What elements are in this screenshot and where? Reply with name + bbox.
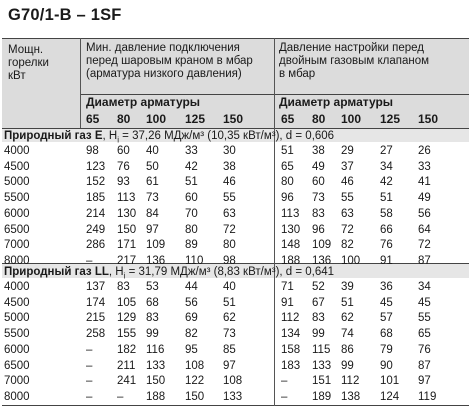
table-cell: 34	[418, 281, 431, 293]
table-cell: 71	[281, 281, 294, 293]
table-cell: 34	[380, 160, 393, 173]
section-label-text: = 37,26 МДж/м³ (10,35 кВт/м³), d = 0,606	[118, 130, 335, 142]
table-cell: 99	[146, 328, 159, 341]
table-cell: 64	[418, 223, 431, 236]
setting-pressure-header	[279, 42, 429, 81]
table-cell: 96	[281, 192, 294, 205]
table-cell: 150	[185, 390, 205, 403]
table-cell: 40	[146, 145, 159, 157]
table-cell: 97	[146, 223, 159, 236]
table-cell: 87	[418, 359, 431, 372]
table-cell: 62	[223, 312, 236, 325]
min-pressure-header	[86, 42, 253, 81]
table-cell: –	[281, 375, 288, 388]
table-cell: 72	[341, 223, 354, 236]
row-power-value: 4500	[4, 160, 30, 173]
table-cell: 119	[418, 390, 437, 403]
page-title: G70/1-B – 1SF	[8, 6, 122, 24]
header-line: горелки	[8, 57, 49, 69]
table-cell: 124	[380, 390, 400, 403]
table-cell: 55	[341, 192, 354, 205]
table-cell: 69	[185, 312, 198, 325]
table-cell: 93	[117, 176, 130, 189]
fitting-diameter-label: Диаметр арматуры	[86, 95, 201, 109]
table-cell: 66	[380, 223, 393, 236]
table-cell: 51	[185, 176, 198, 189]
table-cell: 113	[281, 207, 300, 220]
divider	[80, 38, 81, 128]
table-cell: 76	[380, 239, 393, 252]
table-cell: –	[86, 375, 93, 388]
table-cell: 84	[146, 207, 159, 220]
table-cell: 79	[380, 343, 393, 356]
table-cell: 74	[341, 328, 354, 341]
table-cell: 101	[380, 375, 400, 388]
table-cell: 62	[341, 312, 354, 325]
table-cell: 91	[380, 254, 393, 267]
row-power-value: 7000	[4, 239, 30, 252]
table-cell: 56	[185, 296, 198, 309]
table-cell: 58	[380, 207, 393, 220]
table-cell: 76	[418, 343, 431, 356]
diameter-label: 150	[418, 112, 439, 126]
diameter-label: 100	[341, 112, 362, 126]
table-cell: 136	[146, 254, 166, 267]
section-label-text: , H	[108, 266, 124, 278]
table-cell: 189	[312, 390, 332, 403]
diameter-label: 100	[146, 112, 167, 126]
table-cell: 45	[380, 296, 393, 309]
table-cell: 51	[380, 192, 393, 205]
table-cell: 174	[86, 296, 106, 309]
table-cell: 96	[312, 223, 325, 236]
table-cell: 27	[380, 145, 393, 157]
table-cell: 83	[146, 312, 159, 325]
table-cell: 49	[312, 160, 325, 173]
table-cell: 155	[117, 328, 137, 341]
table-cell: 112	[281, 312, 300, 325]
table-cell: 33	[418, 160, 431, 173]
table-cell: 82	[185, 328, 198, 341]
table-cell: –	[86, 254, 93, 267]
row-power-value: 8000	[4, 390, 30, 403]
table-cell: 87	[418, 254, 431, 267]
table-cell: –	[117, 390, 124, 403]
row-power-value: 5500	[4, 192, 30, 205]
table-cell: 73	[223, 328, 236, 341]
table-cell: 83	[312, 312, 325, 325]
diameter-label: 80	[117, 112, 131, 126]
table-cell: –	[281, 390, 288, 403]
table-cell: 29	[341, 145, 354, 157]
row-power-value: 7000	[4, 375, 30, 388]
section-label-text: = 31,79 МДж/м³ (8,83 кВт/м³), d = 0,641	[125, 266, 335, 278]
diameter-label: 150	[223, 112, 244, 126]
table-cell: 40	[223, 281, 236, 293]
table-cell: 42	[380, 176, 393, 189]
table-cell: 158	[281, 343, 301, 356]
table-cell: 26	[418, 145, 431, 157]
table-cell: 129	[117, 312, 137, 325]
table-cell: 80	[281, 176, 294, 189]
table-cell: 70	[185, 207, 198, 220]
table-cell: 51	[281, 145, 294, 157]
table-cell: 56	[418, 207, 431, 220]
table-cell: 90	[380, 359, 393, 372]
table-cell: 46	[341, 176, 354, 189]
table-cell: 65	[281, 160, 294, 173]
table-cell: 85	[223, 343, 236, 356]
table-cell: 150	[146, 375, 166, 388]
table-cell: 73	[146, 192, 159, 205]
diameter-label: 65	[281, 112, 295, 126]
table-cell: 97	[418, 375, 431, 388]
section-label-subscript: i	[123, 271, 126, 281]
table-cell: 44	[185, 281, 198, 293]
row-power-value: 5500	[4, 328, 30, 341]
divider	[2, 405, 469, 406]
table-cell: 37	[341, 160, 354, 173]
table-cell: 83	[312, 207, 325, 220]
table-cell: 73	[312, 192, 325, 205]
table-cell: 68	[146, 296, 159, 309]
table-cell: 258	[86, 328, 106, 341]
header-line: Мин. давление подключения	[86, 42, 240, 54]
table-cell: 138	[341, 390, 361, 403]
table-cell: 39	[341, 281, 354, 293]
table-cell: 183	[281, 359, 301, 372]
section-gas-name: Природный газ LL	[4, 266, 109, 278]
table-cell: 55	[223, 192, 236, 205]
table-cell: 30	[223, 145, 236, 157]
table-cell: 61	[146, 176, 159, 189]
table-cell: 50	[146, 160, 159, 173]
table-cell: –	[86, 343, 93, 356]
table-cell: 89	[185, 239, 198, 252]
table-cell: 217	[117, 254, 137, 267]
table-cell: 185	[86, 192, 106, 205]
table-cell: 108	[223, 375, 243, 388]
table-cell: 241	[117, 375, 137, 388]
table-cell: 72	[418, 239, 431, 252]
table-cell: 215	[86, 312, 106, 325]
row-power-value: 5000	[4, 312, 30, 325]
table-cell: 136	[312, 254, 332, 267]
diameter-label: 65	[86, 112, 100, 126]
table-cell: 41	[418, 176, 431, 189]
header-line: перед шаровым краном в мбар	[86, 55, 253, 67]
table-cell: 38	[223, 160, 236, 173]
table-cell: 60	[117, 145, 130, 157]
section-label-subscript: i	[117, 135, 119, 145]
table-cell: 82	[341, 239, 354, 252]
table-cell: –	[86, 390, 93, 403]
section-gas-name: Природный газ E	[4, 130, 103, 142]
header-line: двойным газовым клапаном	[279, 55, 429, 67]
row-power-value: 4500	[4, 296, 30, 309]
section-label-text: , H	[102, 130, 118, 142]
table-cell: 38	[312, 145, 325, 157]
table-cell: 53	[146, 281, 159, 293]
row-power-value: 6000	[4, 207, 30, 220]
table-cell: 83	[117, 281, 130, 293]
table-cell: 151	[312, 375, 332, 388]
table-cell: –	[86, 359, 93, 372]
table-cell: 110	[185, 254, 204, 267]
row-power-value: 4000	[4, 281, 30, 293]
table-cell: 171	[117, 239, 137, 252]
table-cell: 86	[341, 343, 354, 356]
row-power-value: 5000	[4, 176, 30, 189]
row-power-value: 4000	[4, 145, 30, 157]
header-line: кВт	[8, 70, 26, 82]
table-cell: 68	[380, 328, 393, 341]
table-cell: 45	[418, 296, 431, 309]
table-cell: 133	[312, 359, 332, 372]
divider	[274, 38, 275, 406]
table-cell: 98	[223, 254, 236, 267]
table-cell: 130	[117, 207, 137, 220]
table-cell: 52	[312, 281, 325, 293]
table-cell: 91	[281, 296, 294, 309]
diameter-label: 125	[380, 112, 401, 126]
table-cell: 188	[146, 390, 166, 403]
table-cell: 182	[117, 343, 137, 356]
table-cell: 80	[223, 239, 236, 252]
header-line: Мощн.	[8, 44, 44, 56]
table-cell: 49	[418, 192, 431, 205]
table-cell: 63	[341, 207, 354, 220]
row-power-value: 8000	[4, 254, 30, 267]
table-cell: 57	[380, 312, 393, 325]
power-header	[8, 44, 49, 83]
table-cell: 286	[86, 239, 106, 252]
table-cell: 100	[341, 254, 361, 267]
table-cell: 67	[312, 296, 325, 309]
table-cell: 115	[312, 343, 331, 356]
row-power-value: 6500	[4, 223, 30, 236]
table-cell: 42	[185, 160, 198, 173]
table-cell: 109	[312, 239, 332, 252]
table-cell: 65	[418, 328, 431, 341]
pressure-table	[2, 38, 469, 406]
table-cell: 113	[117, 192, 136, 205]
table-cell: 95	[185, 343, 198, 356]
table-cell: 46	[223, 176, 236, 189]
table-cell: 123	[86, 160, 106, 173]
table-cell: 122	[185, 375, 205, 388]
table-cell: 148	[281, 239, 301, 252]
table-cell: 72	[223, 223, 236, 236]
table-cell: 109	[146, 239, 166, 252]
divider	[2, 38, 469, 39]
table-cell: 51	[341, 296, 354, 309]
table-cell: 134	[281, 328, 301, 341]
table-cell: 51	[223, 296, 236, 309]
table-cell: 105	[117, 296, 137, 309]
table-cell: 55	[418, 312, 431, 325]
table-cell: 60	[312, 176, 325, 189]
row-power-value: 6500	[4, 359, 30, 372]
table-cell: 80	[185, 223, 198, 236]
table-cell: 211	[117, 359, 136, 372]
table-cell: 249	[86, 223, 106, 236]
table-cell: 133	[223, 390, 243, 403]
table-cell: 108	[185, 359, 205, 372]
table-cell: 150	[117, 223, 137, 236]
row-power-value: 6000	[4, 343, 30, 356]
diameter-label: 80	[312, 112, 326, 126]
table-cell: 130	[281, 223, 301, 236]
table-cell: 112	[341, 375, 360, 388]
diameter-label: 125	[185, 112, 206, 126]
table-cell: 188	[281, 254, 301, 267]
table-cell: 133	[146, 359, 166, 372]
table-cell: 152	[86, 176, 106, 189]
header-line: (арматура низкого давления)	[86, 68, 242, 80]
table-cell: 214	[86, 207, 106, 220]
table-cell: 97	[223, 359, 236, 372]
table-cell: 98	[86, 145, 99, 157]
table-cell: 36	[380, 281, 393, 293]
table-cell: 63	[223, 207, 236, 220]
table-cell: 137	[86, 281, 106, 293]
header-line: в мбар	[279, 68, 316, 80]
table-cell: 99	[312, 328, 325, 341]
table-cell: 33	[185, 145, 198, 157]
table-cell: 99	[341, 359, 354, 372]
table-cell: 76	[117, 160, 130, 173]
table-cell: 60	[185, 192, 198, 205]
fitting-diameter-label: Диаметр арматуры	[279, 95, 394, 109]
table-cell: 116	[146, 343, 165, 356]
header-line: Давление настройки перед	[279, 42, 425, 54]
